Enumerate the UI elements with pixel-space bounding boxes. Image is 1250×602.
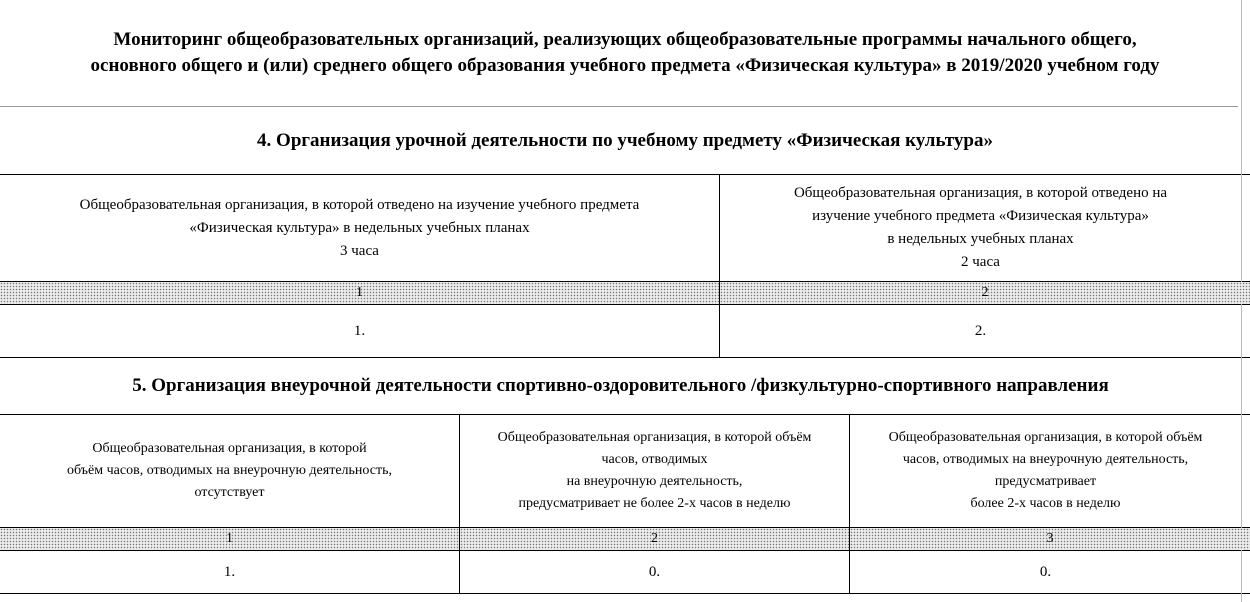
column-header-line: отсутствует: [194, 485, 265, 500]
column-header-line: Общеобразовательная организация, в которой объём: [497, 430, 812, 445]
column-header-line: часов, отводимых: [601, 452, 708, 467]
section-5-column-3-header: [850, 415, 1241, 527]
column-header-line: 3 часа: [340, 242, 379, 259]
column-header-line: предусматривает: [994, 474, 1097, 489]
column-header-line: Общеобразовательная организация, в которой объём: [888, 430, 1203, 445]
column-header-line: предусматривает не более 2-х часов в неделю: [518, 496, 791, 511]
separator: [0, 593, 1250, 594]
section-4-index-cell-2: 2: [720, 282, 1250, 304]
report-header: [0, 0, 1250, 106]
section-5-value-cell-1: 1.: [223, 563, 236, 580]
column-header-line: в недельных учебных планах: [887, 231, 1074, 247]
column-header-line: объём часов, отводимых на внеурочную деятельность,: [67, 463, 392, 478]
column-header-line: Общеобразовательная организация, в которой отведено на: [793, 185, 1168, 201]
column-header-line: Общеобразовательная организация, в которой: [92, 441, 367, 456]
section-4-title: 4. Организация урочной деятельности по учебному предмету «Физическая культура»: [257, 129, 993, 151]
column-header-line: более 2-х часов в неделю: [970, 496, 1121, 511]
section-5-index-cell-2: 2: [460, 528, 849, 550]
section-5-column-2-header: [460, 415, 849, 527]
section-5-column-1-header: [0, 415, 459, 527]
section-5-title: 5. Организация внеурочной деятельности спортивно-оздоровительного /физкультурно-спортивного направления: [132, 375, 1109, 396]
section-4-column-1-header: [0, 175, 719, 281]
section-4-value-cell-2: 2.: [974, 322, 987, 339]
report-title-line-1: Мониторинг общеобразовательных организаций, реализующих общеобразовательные программы начального общего,: [113, 29, 1137, 50]
report-title-line-2: основного общего и (или) среднего общего образования учебного предмета «Физическая культура» в 2019/2020 учебном году: [90, 55, 1160, 76]
section-4-column-2-header: [720, 175, 1241, 281]
section-5-value-cell-2: 0.: [648, 563, 661, 580]
section-4-value-cell-1: 1.: [353, 322, 366, 339]
column-header-line: на внеурочную деятельность,: [566, 474, 743, 489]
section-4-index-cell-1: 1: [0, 282, 719, 304]
section-5-index-cell-3: 3: [850, 528, 1250, 550]
column-header-line: часов, отводимых на внеурочную деятельность,: [902, 452, 1189, 467]
section-5-index-cell-1: 1: [0, 528, 459, 550]
column-header-line: Общеобразовательная организация, в которой отведено на изучение учебного предмета: [79, 196, 640, 213]
section-5-value-cell-3: 0.: [1039, 563, 1052, 580]
column-header-line: 2 часа: [961, 254, 1000, 270]
column-header-line: изучение учебного предмета «Физическая культура»: [812, 208, 1149, 224]
column-header-line: «Физическая культура» в недельных учебных планах: [189, 219, 530, 236]
